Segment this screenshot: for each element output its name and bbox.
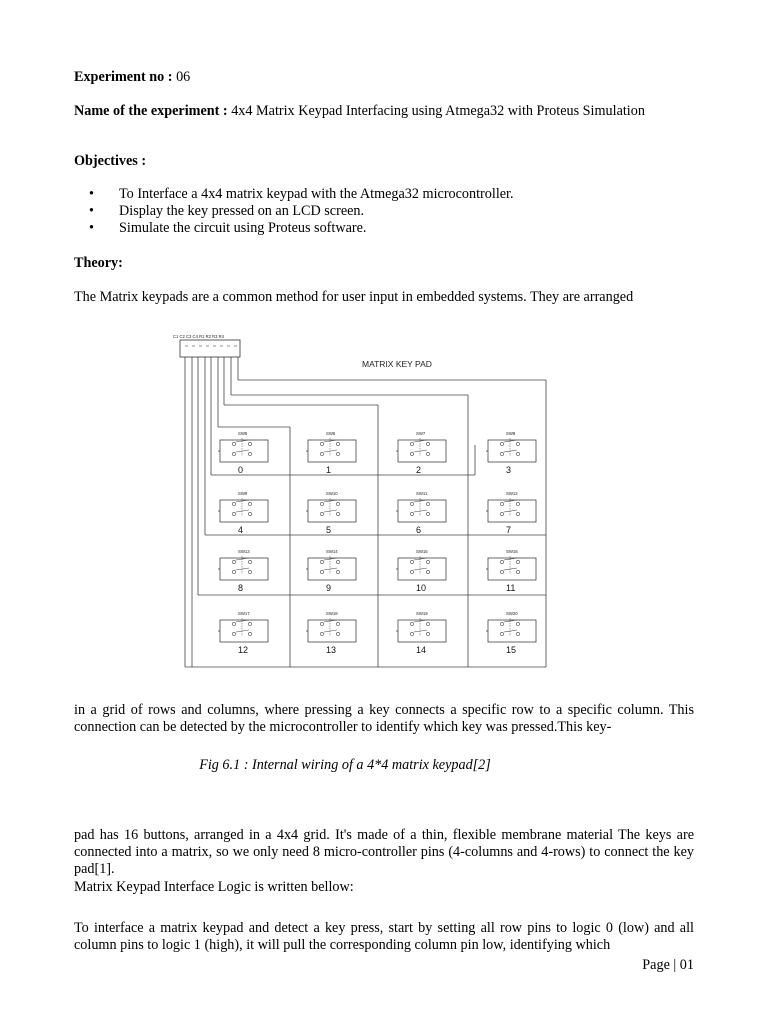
connector-label: C1 C2 C3 C4 R1 R2 R3 R4 <box>173 334 224 339</box>
key-cell <box>218 491 268 535</box>
contact <box>500 560 503 563</box>
diagram-title: MATRIX KEY PAD <box>362 359 432 369</box>
switch-lever <box>324 630 337 632</box>
switch-label: SW9 <box>238 491 248 496</box>
contact <box>410 512 413 515</box>
contact <box>336 560 339 563</box>
switch-lever <box>504 510 517 512</box>
experiment-label: Experiment no : <box>74 69 173 85</box>
contact <box>232 622 235 625</box>
contact <box>232 512 235 515</box>
key-cell <box>306 431 356 475</box>
contact <box>232 442 235 445</box>
key-cell <box>396 431 446 475</box>
switch-lever <box>324 568 337 570</box>
bullet: • <box>89 186 94 202</box>
switch-lever <box>504 568 517 570</box>
contact <box>500 570 503 573</box>
keypad-schematic <box>170 330 566 670</box>
key-label: 0 <box>238 465 244 475</box>
contact <box>410 622 413 625</box>
contact <box>500 442 503 445</box>
bullet: • <box>89 220 94 236</box>
keypad-wiring-diagram <box>170 330 566 670</box>
contact <box>248 622 251 625</box>
key-cell <box>396 611 446 655</box>
key-label: 13 <box>326 645 337 655</box>
key-label: 11 <box>506 583 516 593</box>
contact <box>232 560 235 563</box>
theory-paragraph-2: in a grid of rows and columns, where pressing a key connects a specific row to a specific column. This connection can be detected by the microcontroller to identify which key was pressed.This key- <box>74 702 694 735</box>
key-label: 12 <box>238 645 249 655</box>
experiment-name-value: 4x4 Matrix Keypad Interfacing using Atmega32 with Proteus Simulation <box>227 103 645 119</box>
contact <box>320 452 323 455</box>
key-cell <box>218 611 268 655</box>
contact <box>500 512 503 515</box>
switch-label: SW5 <box>238 431 248 436</box>
switch-label: SW19 <box>416 611 428 616</box>
experiment-name-label: Name of the experiment : <box>74 103 228 119</box>
bullet: • <box>89 203 94 219</box>
contact <box>248 442 251 445</box>
key-label: 7 <box>506 525 512 535</box>
switch-lever <box>414 510 427 512</box>
wires <box>185 346 546 667</box>
contact <box>410 560 413 563</box>
switch-label: SW6 <box>326 431 336 436</box>
key-cell <box>396 491 446 535</box>
switch-lever <box>504 450 517 452</box>
contact <box>320 632 323 635</box>
figure-caption: Fig 6.1 : Internal wiring of a 4*4 matrix keypad[2] <box>199 757 491 773</box>
contact <box>410 570 413 573</box>
contact <box>410 502 413 505</box>
key-cell <box>218 431 268 475</box>
contact <box>516 560 519 563</box>
switch-lever <box>236 630 249 632</box>
switch-lever <box>324 450 337 452</box>
switch-label: SW13 <box>238 549 250 554</box>
contact <box>410 452 413 455</box>
contact <box>320 442 323 445</box>
switch-label: SW20 <box>506 611 518 616</box>
contact <box>336 502 339 505</box>
contact <box>426 632 429 635</box>
key-cell <box>486 611 536 655</box>
key-label: 8 <box>238 583 244 593</box>
contact <box>426 560 429 563</box>
contact <box>516 632 519 635</box>
key-label: 2 <box>416 465 422 475</box>
objective-text: Display the key pressed on an LCD screen. <box>119 203 365 219</box>
contact <box>426 622 429 625</box>
key-label: 1 <box>326 465 332 475</box>
experiment-name <box>74 103 694 120</box>
switch-lever <box>504 630 517 632</box>
page-number: Page | 01 <box>642 957 694 973</box>
switch-lever <box>324 510 337 512</box>
contact <box>248 570 251 573</box>
switch-label: SW7 <box>416 431 426 436</box>
switch-lever <box>236 568 249 570</box>
contact <box>232 632 235 635</box>
key-label: 4 <box>238 525 244 535</box>
key-label: 14 <box>416 645 427 655</box>
contact <box>336 512 339 515</box>
contact <box>336 452 339 455</box>
contact <box>516 452 519 455</box>
theory-paragraph-3: pad has 16 buttons, arranged in a 4x4 grid. It's made of a thin, flexible membrane material The keys are connected into a matrix, so we only need 8 micro-controller pins (4-columns and 4-rows) to connect the key pad[1]. <box>74 827 694 877</box>
connector-header <box>180 340 240 357</box>
experiment-value: 06 <box>172 69 191 85</box>
key-cell <box>486 491 536 535</box>
objective-text: To Interface a 4x4 matrix keypad with the Atmega32 microcontroller. <box>119 186 514 202</box>
theory-paragraph-4: Matrix Keypad Interface Logic is written bellow: <box>74 879 354 895</box>
contact <box>516 622 519 625</box>
key-cells <box>218 431 536 655</box>
contact <box>410 632 413 635</box>
contact <box>248 502 251 505</box>
contact <box>248 560 251 563</box>
key-cell <box>306 491 356 535</box>
contact <box>500 502 503 505</box>
switch-label: SW11 <box>416 491 428 496</box>
key-label: 9 <box>326 583 332 593</box>
switch-label: SW12 <box>506 491 518 496</box>
list-item <box>74 203 694 220</box>
switch-label: SW18 <box>326 611 338 616</box>
list-item <box>74 220 694 237</box>
switch-lever <box>414 450 427 452</box>
contact <box>426 452 429 455</box>
switch-lever <box>414 568 427 570</box>
contact <box>516 502 519 505</box>
contact <box>232 452 235 455</box>
key-cell <box>486 549 536 593</box>
contact <box>426 442 429 445</box>
contact <box>426 570 429 573</box>
contact <box>516 570 519 573</box>
contact <box>426 502 429 505</box>
theory-heading: Theory: <box>74 255 123 271</box>
contact <box>232 502 235 505</box>
list-item <box>74 186 694 203</box>
contact <box>320 622 323 625</box>
switch-lever <box>414 630 427 632</box>
key-label: 10 <box>416 583 427 593</box>
contact <box>336 442 339 445</box>
key-cell <box>486 431 536 475</box>
key-label: 15 <box>506 645 517 655</box>
switch-lever <box>236 450 249 452</box>
key-label: 3 <box>506 465 512 475</box>
key-label: 5 <box>326 525 332 535</box>
objectives-heading: Objectives : <box>74 153 147 169</box>
contact <box>248 632 251 635</box>
contact <box>320 502 323 505</box>
switch-label: SW16 <box>506 549 518 554</box>
switch-label: SW14 <box>326 549 338 554</box>
switch-label: SW17 <box>238 611 250 616</box>
contact <box>426 512 429 515</box>
contact <box>336 622 339 625</box>
objectives-list <box>74 186 694 237</box>
contact <box>320 512 323 515</box>
contact <box>410 442 413 445</box>
contact <box>232 570 235 573</box>
contact <box>320 570 323 573</box>
key-cell <box>306 549 356 593</box>
contact <box>248 452 251 455</box>
key-cell <box>218 549 268 593</box>
theory-paragraph-5: To interface a matrix keypad and detect a key press, start by setting all row pins to logic 0 (low) and all column pins to logic 1 (high), it will pull the corresponding column pin low, identifying which <box>74 920 694 953</box>
contact <box>500 632 503 635</box>
contact <box>516 442 519 445</box>
switch-label: SW15 <box>416 549 428 554</box>
key-cell <box>306 611 356 655</box>
objective-text: Simulate the circuit using Proteus software. <box>119 220 367 236</box>
contact <box>336 632 339 635</box>
experiment-number <box>74 69 694 86</box>
contact <box>248 512 251 515</box>
switch-label: SW8 <box>506 431 516 436</box>
switch-label: SW10 <box>326 491 338 496</box>
contact <box>336 570 339 573</box>
contact <box>516 512 519 515</box>
key-label: 6 <box>416 525 422 535</box>
key-cell <box>396 549 446 593</box>
contact <box>320 560 323 563</box>
theory-paragraph-1: The Matrix keypads are a common method for user input in embedded systems. They are arranged <box>74 289 634 305</box>
contact <box>500 622 503 625</box>
contact <box>500 452 503 455</box>
switch-lever <box>236 510 249 512</box>
